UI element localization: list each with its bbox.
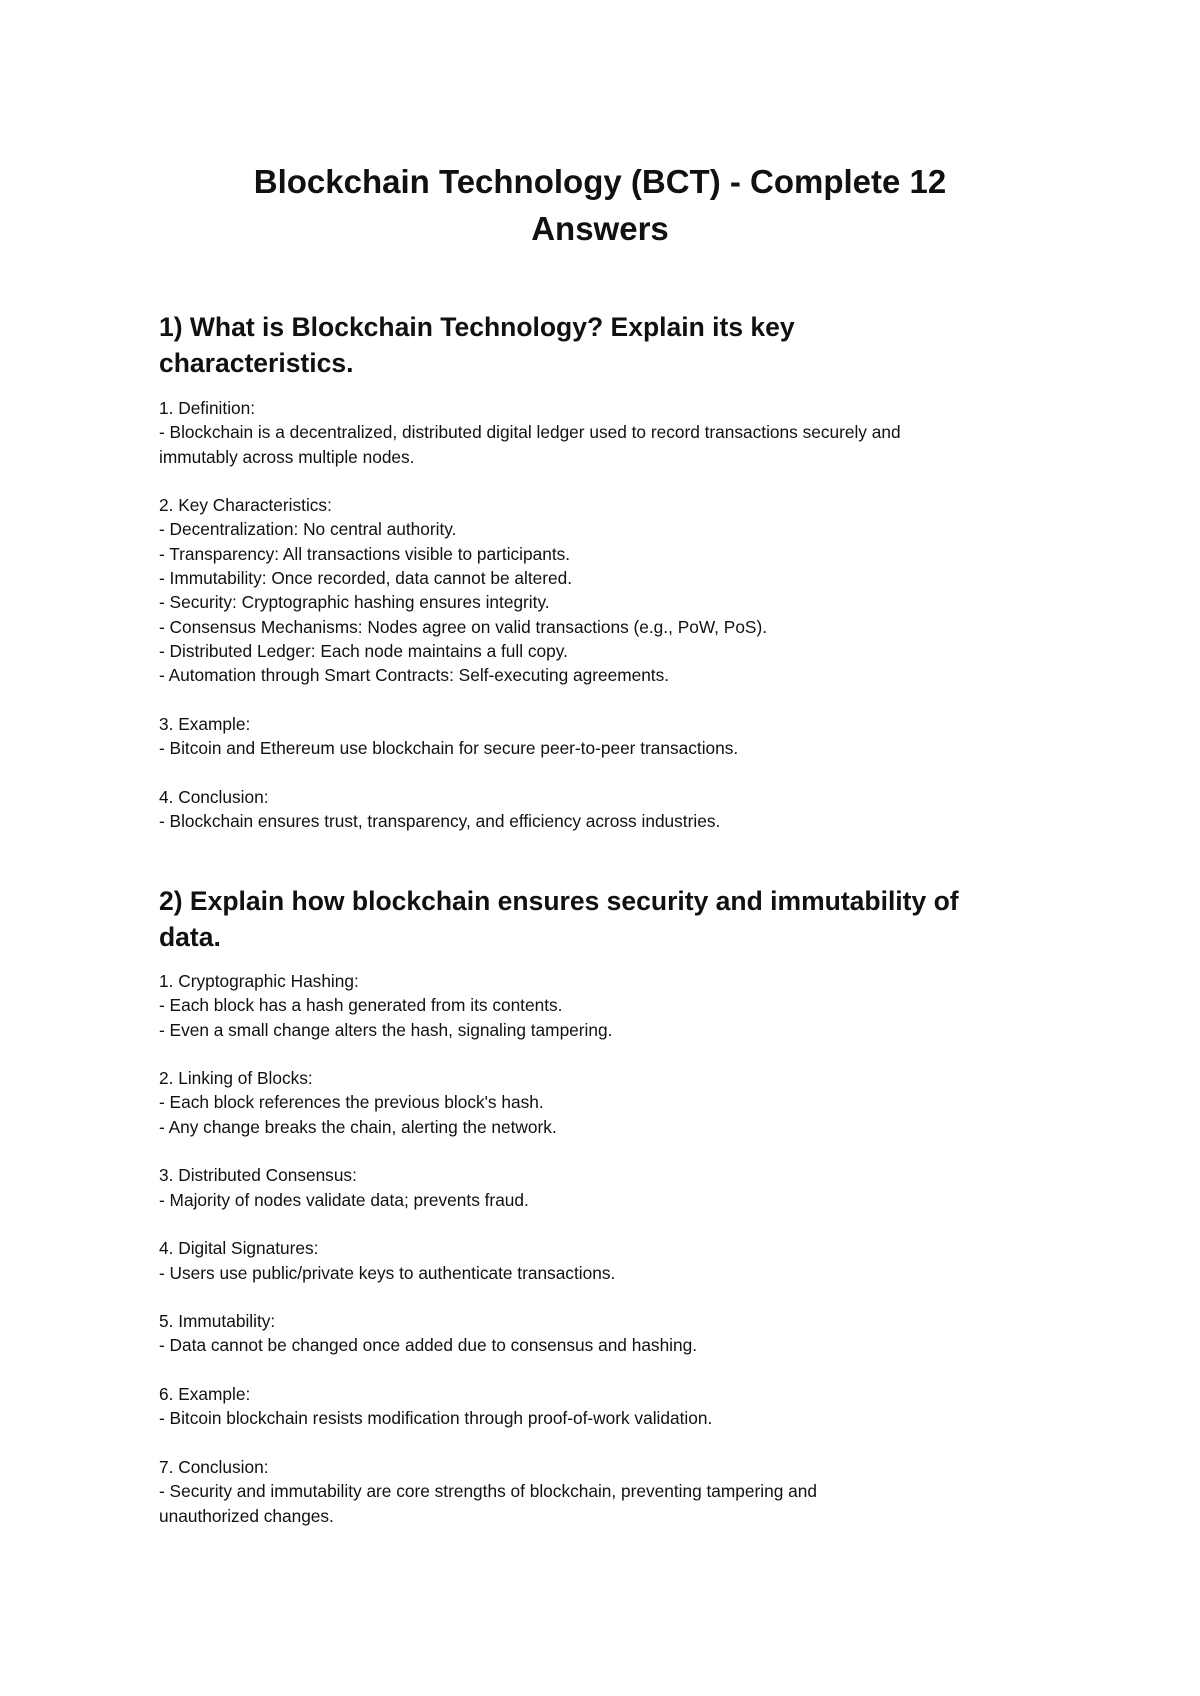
answer-section-cryptographic-hashing xyxy=(159,969,1039,1042)
section-label: 4. Digital Signatures: xyxy=(159,1238,319,1259)
section-line: - Security: Cryptographic hashing ensures integrity. xyxy=(159,592,550,613)
section-line: - Immutability: Once recorded, data cannot be altered. xyxy=(159,568,573,589)
section-line: - Majority of nodes validate data; prevents fraud. xyxy=(159,1189,529,1210)
section-line: - Decentralization: No central authority. xyxy=(159,519,457,540)
section-line: - Consensus Mechanisms: Nodes agree on valid transactions (e.g., PoW, PoS). xyxy=(159,616,768,637)
section-label: 4. Conclusion: xyxy=(159,786,269,807)
section-line: - Bitcoin blockchain resists modification through proof-of-work validation. xyxy=(159,1408,713,1429)
question-heading-line: characteristics. xyxy=(159,348,354,378)
section-label: 3. Distributed Consensus: xyxy=(159,1165,357,1186)
question-2-heading xyxy=(159,883,1039,955)
answer-section-example xyxy=(159,1382,1039,1431)
answer-section-immutability xyxy=(159,1309,1039,1358)
section-line: - Bitcoin and Ethereum use blockchain for secure peer-to-peer transactions. xyxy=(159,738,739,759)
section-line: - Each block has a hash generated from its contents. xyxy=(159,995,563,1016)
section-line: - Blockchain ensures trust, transparency, and efficiency across industries. xyxy=(159,811,721,832)
document-title-line: Answers xyxy=(531,210,669,247)
answer-section-conclusion xyxy=(159,1455,1039,1528)
section-line: - Users use public/private keys to authenticate transactions. xyxy=(159,1262,616,1283)
answer-section-digital-signatures xyxy=(159,1236,1039,1285)
question-heading-line: 1) What is Blockchain Technology? Explain its key xyxy=(159,312,795,342)
section-label: 3. Example: xyxy=(159,713,251,734)
section-line: - Automation through Smart Contracts: Self-executing agreements. xyxy=(159,665,670,686)
section-line: unauthorized changes. xyxy=(159,1505,334,1526)
section-line: immutably across multiple nodes. xyxy=(159,446,415,467)
section-label: 5. Immutability: xyxy=(159,1311,276,1332)
section-line: - Each block references the previous block's hash. xyxy=(159,1092,544,1113)
section-label: 2. Key Characteristics: xyxy=(159,495,332,516)
section-line: - Transparency: All transactions visible to participants. xyxy=(159,543,571,564)
answer-section-conclusion xyxy=(159,785,1039,834)
question-heading-line: 2) Explain how blockchain ensures security and immutability of xyxy=(159,886,959,916)
section-label: 7. Conclusion: xyxy=(159,1456,269,1477)
section-line: - Any change breaks the chain, alerting the network. xyxy=(159,1116,557,1137)
answer-section-distributed-consensus xyxy=(159,1163,1039,1212)
answer-section-linking-of-blocks xyxy=(159,1066,1039,1139)
answer-section-key-characteristics xyxy=(159,493,1039,687)
section-label: 1. Definition: xyxy=(159,398,256,418)
question-2-body xyxy=(159,969,1039,1528)
section-label: 6. Example: xyxy=(159,1384,251,1405)
answer-section-definition xyxy=(159,396,1039,469)
question-1-heading xyxy=(159,309,1039,381)
section-label: 2. Linking of Blocks: xyxy=(159,1068,313,1089)
section-line: - Security and immutability are core strengths of blockchain, preventing tampering and xyxy=(159,1481,817,1502)
document-title xyxy=(180,158,1020,252)
section-line: - Distributed Ledger: Each node maintains a full copy. xyxy=(159,640,568,661)
section-label: 1. Cryptographic Hashing: xyxy=(159,971,359,991)
answer-section-example xyxy=(159,712,1039,761)
section-line: - Blockchain is a decentralized, distributed digital ledger used to record transactions securely and xyxy=(159,422,901,443)
question-heading-line: data. xyxy=(159,922,221,952)
question-1-body xyxy=(159,396,1039,833)
section-line: - Data cannot be changed once added due to consensus and hashing. xyxy=(159,1335,698,1356)
section-line: - Even a small change alters the hash, signaling tampering. xyxy=(159,1019,613,1040)
document-title-line: Blockchain Technology (BCT) - Complete 12 xyxy=(253,163,947,200)
